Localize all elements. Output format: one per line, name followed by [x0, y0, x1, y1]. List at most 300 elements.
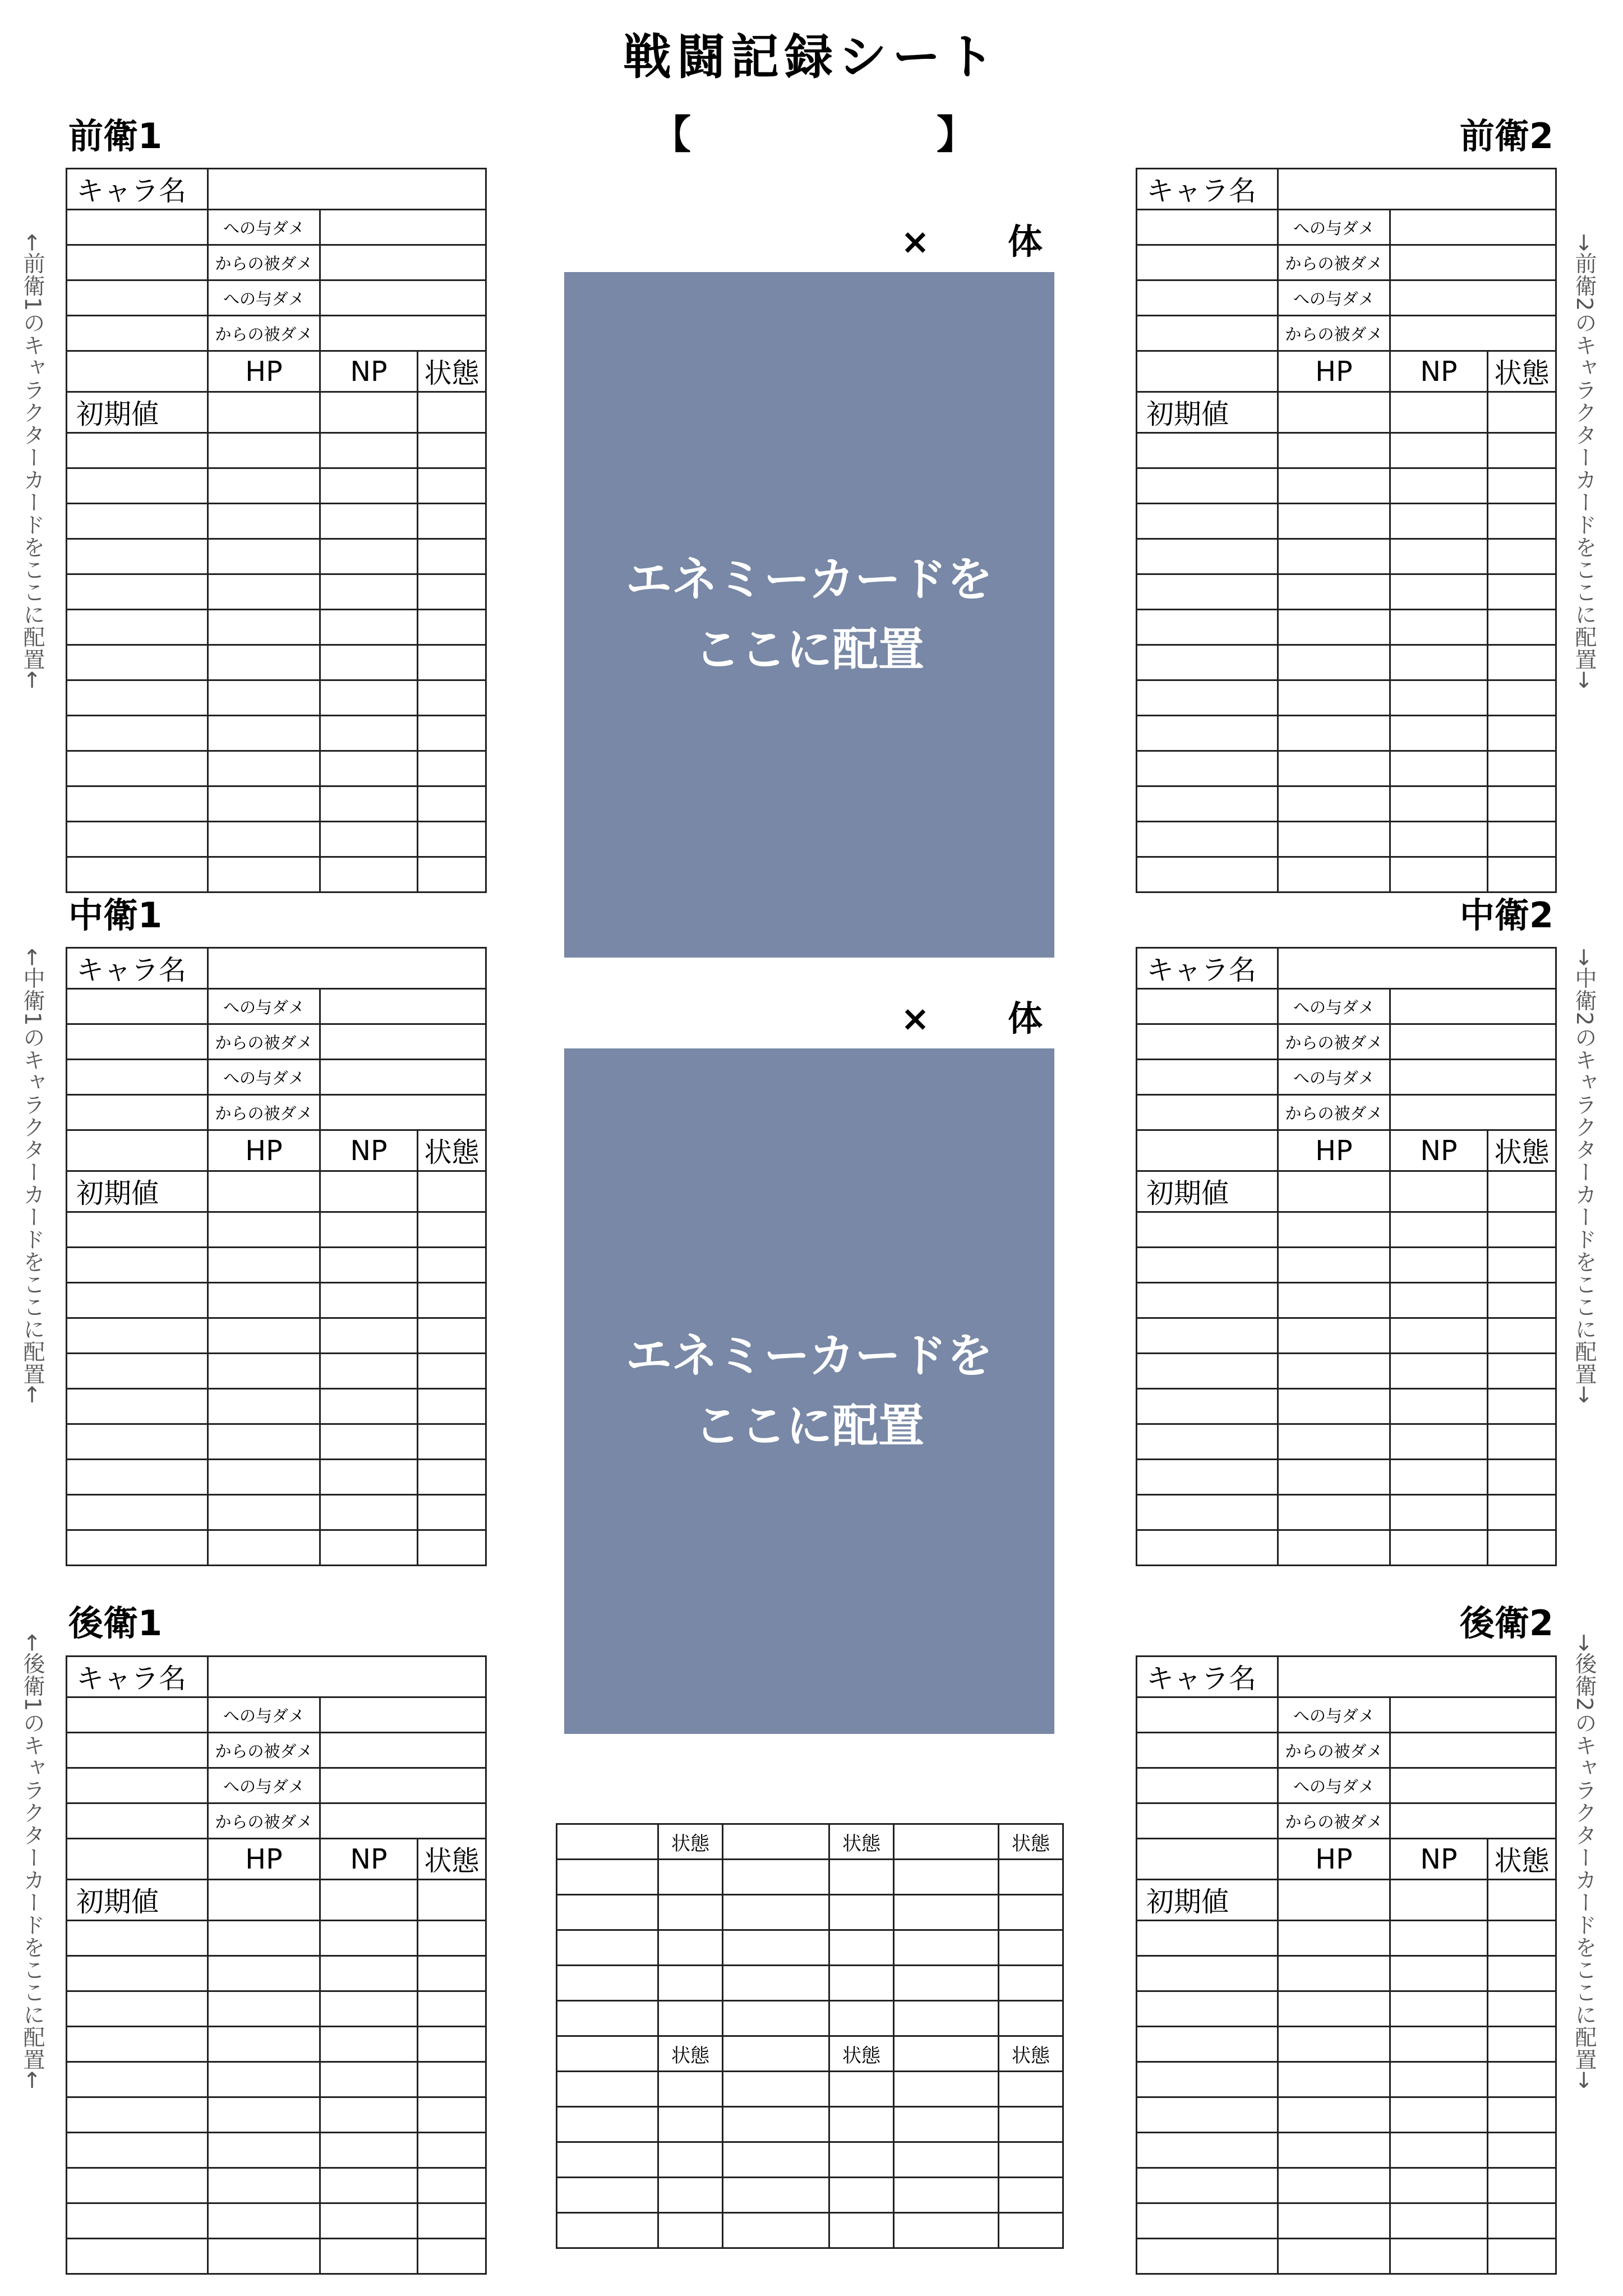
status-cell[interactable] [999, 1930, 1063, 1966]
chara-name-field[interactable] [208, 169, 486, 210]
record-cell[interactable] [418, 1248, 486, 1283]
record-cell[interactable] [1488, 468, 1556, 504]
damage-field[interactable] [1390, 1803, 1556, 1839]
record-cell[interactable] [67, 2097, 208, 2133]
record-cell[interactable] [418, 504, 486, 539]
record-cell[interactable] [418, 574, 486, 610]
record-cell[interactable] [1488, 1424, 1556, 1460]
status-cell[interactable] [999, 1966, 1063, 2001]
status-cell[interactable] [557, 2036, 658, 2072]
damage-field[interactable] [320, 1803, 486, 1839]
damage-blank-cell[interactable] [1137, 1060, 1278, 1095]
record-cell[interactable] [418, 1283, 486, 1318]
record-cell[interactable] [418, 1956, 486, 1991]
damage-field[interactable] [1390, 316, 1556, 351]
record-cell[interactable] [67, 645, 208, 680]
status-cell[interactable] [557, 1966, 658, 2001]
status-cell[interactable] [894, 2107, 999, 2142]
record-cell[interactable] [1137, 2027, 1278, 2062]
record-cell[interactable] [1278, 1991, 1390, 2027]
record-cell[interactable] [1488, 2027, 1556, 2062]
record-cell[interactable] [1137, 2133, 1278, 2168]
status-cell[interactable] [999, 1860, 1063, 1895]
damage-field[interactable] [320, 1768, 486, 1803]
record-cell[interactable] [67, 680, 208, 716]
record-cell[interactable] [1278, 822, 1390, 857]
record-cell[interactable] [1488, 1318, 1556, 1354]
record-cell[interactable] [67, 1460, 208, 1495]
initial-field[interactable] [320, 1880, 418, 1921]
record-cell[interactable] [1278, 680, 1390, 716]
record-cell[interactable] [1137, 2062, 1278, 2097]
record-cell[interactable] [1278, 433, 1390, 468]
record-cell[interactable] [1488, 1460, 1556, 1495]
record-cell[interactable] [67, 1991, 208, 2027]
record-cell[interactable] [320, 1354, 418, 1389]
record-cell[interactable] [418, 751, 486, 786]
record-cell[interactable] [1278, 539, 1390, 574]
record-cell[interactable] [208, 1283, 320, 1318]
record-cell[interactable] [208, 2168, 320, 2203]
record-cell[interactable] [208, 1318, 320, 1354]
damage-blank-cell[interactable] [1137, 1697, 1278, 1733]
record-cell[interactable] [1278, 786, 1390, 822]
record-cell[interactable] [418, 610, 486, 645]
record-cell[interactable] [1488, 1389, 1556, 1424]
record-cell[interactable] [418, 1212, 486, 1248]
initial-field[interactable] [208, 1171, 320, 1212]
record-cell[interactable] [1137, 574, 1278, 610]
damage-field[interactable] [320, 210, 486, 245]
record-cell[interactable] [1488, 716, 1556, 751]
damage-blank-cell[interactable] [67, 280, 208, 316]
record-cell[interactable] [1137, 2168, 1278, 2203]
record-cell[interactable] [67, 2133, 208, 2168]
status-cell[interactable] [829, 2107, 894, 2142]
record-cell[interactable] [1390, 1354, 1488, 1389]
record-cell[interactable] [1278, 1389, 1390, 1424]
record-cell[interactable] [1390, 574, 1488, 610]
record-cell[interactable] [1390, 2062, 1488, 2097]
damage-blank-cell[interactable] [1137, 1803, 1278, 1839]
record-cell[interactable] [1488, 2062, 1556, 2097]
record-cell[interactable] [67, 2168, 208, 2203]
record-cell[interactable] [1278, 645, 1390, 680]
record-cell[interactable] [1390, 2168, 1488, 2203]
record-cell[interactable] [1278, 751, 1390, 786]
chara-name-field[interactable] [1278, 1657, 1556, 1697]
record-cell[interactable] [418, 2168, 486, 2203]
record-cell[interactable] [208, 1460, 320, 1495]
initial-field[interactable] [1390, 1880, 1488, 1921]
record-cell[interactable] [1488, 786, 1556, 822]
record-cell[interactable] [320, 2133, 418, 2168]
record-cell[interactable] [1488, 2239, 1556, 2274]
record-cell[interactable] [418, 786, 486, 822]
status-cell[interactable] [557, 1824, 658, 1860]
record-cell[interactable] [1137, 822, 1278, 857]
status-cell[interactable] [999, 2213, 1063, 2248]
initial-field[interactable] [1278, 1171, 1390, 1212]
record-cell[interactable] [1488, 680, 1556, 716]
record-cell[interactable] [320, 1991, 418, 2027]
damage-field[interactable] [1390, 1768, 1556, 1803]
status-cell[interactable] [999, 2142, 1063, 2178]
status-cell[interactable] [829, 1966, 894, 2001]
record-cell[interactable] [418, 1318, 486, 1354]
status-cell[interactable] [894, 1930, 999, 1966]
record-cell[interactable] [320, 468, 418, 504]
record-cell[interactable] [1390, 2133, 1488, 2168]
record-cell[interactable] [1278, 2027, 1390, 2062]
record-cell[interactable] [320, 645, 418, 680]
initial-field[interactable] [1390, 1171, 1488, 1212]
record-cell[interactable] [1137, 680, 1278, 716]
record-cell[interactable] [1137, 610, 1278, 645]
damage-blank-cell[interactable] [67, 989, 208, 1024]
record-cell[interactable] [1137, 1991, 1278, 2027]
record-cell[interactable] [1488, 1530, 1556, 1566]
initial-field[interactable] [320, 392, 418, 433]
chara-name-field[interactable] [1278, 169, 1556, 210]
damage-blank-cell[interactable] [67, 210, 208, 245]
record-cell[interactable] [67, 468, 208, 504]
record-cell[interactable] [1488, 504, 1556, 539]
record-cell[interactable] [418, 1991, 486, 2027]
record-cell[interactable] [67, 1354, 208, 1389]
record-cell[interactable] [208, 1956, 320, 1991]
record-cell[interactable] [320, 2203, 418, 2239]
record-cell[interactable] [1390, 1389, 1488, 1424]
status-cell[interactable] [723, 2072, 829, 2107]
record-cell[interactable] [1137, 751, 1278, 786]
record-cell[interactable] [1278, 2097, 1390, 2133]
status-cell[interactable] [829, 2178, 894, 2213]
damage-field[interactable] [320, 1697, 486, 1733]
record-cell[interactable] [320, 2097, 418, 2133]
record-cell[interactable] [67, 822, 208, 857]
record-cell[interactable] [1137, 716, 1278, 751]
enemy-card-area[interactable] [564, 1048, 1054, 1734]
record-cell[interactable] [1390, 1991, 1488, 2027]
record-cell[interactable] [1390, 1530, 1488, 1566]
record-cell[interactable] [1390, 1956, 1488, 1991]
record-cell[interactable] [1278, 1248, 1390, 1283]
record-cell[interactable] [1390, 433, 1488, 468]
status-cell[interactable] [658, 2001, 723, 2036]
record-cell[interactable] [67, 786, 208, 822]
status-cell[interactable] [723, 1966, 829, 2001]
record-cell[interactable] [320, 2062, 418, 2097]
status-cell[interactable] [723, 1860, 829, 1895]
damage-field[interactable] [1390, 210, 1556, 245]
record-cell[interactable] [1278, 716, 1390, 751]
damage-blank-cell[interactable] [67, 1768, 208, 1803]
record-cell[interactable] [320, 539, 418, 574]
record-cell[interactable] [418, 1460, 486, 1495]
initial-field[interactable] [418, 1880, 486, 1921]
status-cell[interactable] [999, 2001, 1063, 2036]
damage-field[interactable] [1390, 1060, 1556, 1095]
initial-field[interactable] [208, 392, 320, 433]
record-cell[interactable] [418, 2203, 486, 2239]
record-cell[interactable] [1278, 1460, 1390, 1495]
record-cell[interactable] [1137, 504, 1278, 539]
status-cell[interactable] [894, 2036, 999, 2072]
record-cell[interactable] [320, 1318, 418, 1354]
record-cell[interactable] [208, 1248, 320, 1283]
record-cell[interactable] [1488, 539, 1556, 574]
record-cell[interactable] [1278, 574, 1390, 610]
record-cell[interactable] [208, 610, 320, 645]
record-cell[interactable] [1390, 2027, 1488, 2062]
status-cell[interactable] [723, 2001, 829, 2036]
damage-blank-cell[interactable] [67, 1733, 208, 1768]
damage-field[interactable] [1390, 989, 1556, 1024]
damage-blank-cell[interactable] [1137, 1733, 1278, 1768]
record-cell[interactable] [320, 716, 418, 751]
record-cell[interactable] [67, 433, 208, 468]
record-cell[interactable] [1278, 1956, 1390, 1991]
record-cell[interactable] [320, 751, 418, 786]
record-cell[interactable] [1137, 1424, 1278, 1460]
record-cell[interactable] [208, 1921, 320, 1956]
record-cell[interactable] [1488, 2097, 1556, 2133]
record-cell[interactable] [1390, 1318, 1488, 1354]
record-cell[interactable] [67, 2027, 208, 2062]
status-cell[interactable] [999, 1895, 1063, 1930]
record-cell[interactable] [1278, 1283, 1390, 1318]
record-cell[interactable] [1137, 1530, 1278, 1566]
record-cell[interactable] [67, 716, 208, 751]
record-cell[interactable] [320, 1530, 418, 1566]
record-cell[interactable] [208, 1389, 320, 1424]
record-cell[interactable] [320, 610, 418, 645]
status-cell[interactable] [999, 2178, 1063, 2213]
status-cell[interactable] [894, 2142, 999, 2178]
chara-name-field[interactable] [1278, 948, 1556, 989]
record-cell[interactable] [67, 1921, 208, 1956]
record-cell[interactable] [1278, 468, 1390, 504]
record-cell[interactable] [1278, 1318, 1390, 1354]
record-cell[interactable] [67, 1248, 208, 1283]
initial-field[interactable] [418, 1171, 486, 1212]
record-cell[interactable] [1278, 1354, 1390, 1389]
record-cell[interactable] [1137, 786, 1278, 822]
status-cell[interactable] [894, 1860, 999, 1895]
record-cell[interactable] [1390, 1921, 1488, 1956]
record-cell[interactable] [418, 2062, 486, 2097]
damage-blank-cell[interactable] [1137, 1095, 1278, 1130]
initial-field[interactable] [1278, 392, 1390, 433]
record-cell[interactable] [1278, 2062, 1390, 2097]
record-cell[interactable] [1137, 1354, 1278, 1389]
enemy-card-area[interactable] [564, 272, 1054, 958]
record-cell[interactable] [418, 1354, 486, 1389]
record-cell[interactable] [1137, 1248, 1278, 1283]
damage-blank-cell[interactable] [1137, 210, 1278, 245]
record-cell[interactable] [1488, 1956, 1556, 1991]
record-cell[interactable] [208, 539, 320, 574]
initial-field[interactable] [1488, 1171, 1556, 1212]
record-cell[interactable] [1137, 1283, 1278, 1318]
record-cell[interactable] [320, 1283, 418, 1318]
status-cell[interactable] [723, 1930, 829, 1966]
status-cell[interactable] [658, 1966, 723, 2001]
record-cell[interactable] [1278, 1212, 1390, 1248]
status-cell[interactable] [894, 2178, 999, 2213]
record-cell[interactable] [208, 1354, 320, 1389]
record-cell[interactable] [1488, 2133, 1556, 2168]
record-cell[interactable] [320, 2239, 418, 2274]
record-cell[interactable] [208, 1991, 320, 2027]
status-cell[interactable] [723, 2107, 829, 2142]
record-cell[interactable] [1278, 610, 1390, 645]
damage-blank-cell[interactable] [1137, 1024, 1278, 1060]
record-cell[interactable] [1488, 433, 1556, 468]
damage-blank-cell[interactable] [67, 1697, 208, 1733]
record-cell[interactable] [1390, 680, 1488, 716]
record-cell[interactable] [67, 1424, 208, 1460]
damage-blank-cell[interactable] [67, 1024, 208, 1060]
record-cell[interactable] [208, 468, 320, 504]
damage-blank-cell[interactable] [67, 1803, 208, 1839]
status-cell[interactable] [557, 1930, 658, 1966]
record-cell[interactable] [418, 1424, 486, 1460]
record-cell[interactable] [1390, 645, 1488, 680]
damage-field[interactable] [1390, 280, 1556, 316]
record-cell[interactable] [1137, 433, 1278, 468]
record-cell[interactable] [208, 504, 320, 539]
status-cell[interactable] [829, 2142, 894, 2178]
status-cell[interactable] [999, 2072, 1063, 2107]
record-cell[interactable] [1390, 716, 1488, 751]
record-cell[interactable] [1390, 857, 1488, 892]
status-cell[interactable] [658, 2178, 723, 2213]
record-cell[interactable] [1390, 822, 1488, 857]
damage-field[interactable] [320, 1095, 486, 1130]
record-cell[interactable] [320, 1956, 418, 1991]
status-cell[interactable] [894, 2072, 999, 2107]
damage-blank-cell[interactable] [67, 1060, 208, 1095]
status-cell[interactable] [557, 2178, 658, 2213]
record-cell[interactable] [1137, 1956, 1278, 1991]
record-cell[interactable] [1488, 574, 1556, 610]
status-cell[interactable] [658, 2142, 723, 2178]
record-cell[interactable] [1488, 2168, 1556, 2203]
record-cell[interactable] [1488, 1248, 1556, 1283]
record-cell[interactable] [320, 680, 418, 716]
initial-field[interactable] [1390, 392, 1488, 433]
record-cell[interactable] [67, 1318, 208, 1354]
record-cell[interactable] [418, 1921, 486, 1956]
record-cell[interactable] [1278, 1424, 1390, 1460]
status-cell[interactable] [829, 1860, 894, 1895]
record-cell[interactable] [1488, 751, 1556, 786]
record-cell[interactable] [320, 1212, 418, 1248]
status-cell[interactable] [894, 1895, 999, 1930]
record-cell[interactable] [1278, 2168, 1390, 2203]
damage-blank-cell[interactable] [67, 245, 208, 280]
record-cell[interactable] [208, 680, 320, 716]
status-cell[interactable] [723, 2036, 829, 2072]
record-cell[interactable] [1137, 1921, 1278, 1956]
record-cell[interactable] [1390, 1248, 1488, 1283]
record-cell[interactable] [208, 2062, 320, 2097]
status-cell[interactable] [894, 1824, 999, 1860]
record-cell[interactable] [67, 751, 208, 786]
damage-blank-cell[interactable] [1137, 280, 1278, 316]
record-cell[interactable] [1137, 468, 1278, 504]
record-cell[interactable] [418, 645, 486, 680]
record-cell[interactable] [1390, 504, 1488, 539]
record-cell[interactable] [1278, 857, 1390, 892]
record-cell[interactable] [208, 1495, 320, 1530]
record-cell[interactable] [1390, 2239, 1488, 2274]
record-cell[interactable] [1137, 2239, 1278, 2274]
record-cell[interactable] [208, 1530, 320, 1566]
record-cell[interactable] [320, 1460, 418, 1495]
record-cell[interactable] [418, 468, 486, 504]
record-cell[interactable] [1488, 1354, 1556, 1389]
chara-name-field[interactable] [208, 948, 486, 989]
record-cell[interactable] [1278, 2133, 1390, 2168]
record-cell[interactable] [320, 1424, 418, 1460]
damage-field[interactable] [320, 280, 486, 316]
status-cell[interactable] [658, 1860, 723, 1895]
status-cell[interactable] [658, 1895, 723, 1930]
damage-blank-cell[interactable] [67, 316, 208, 351]
status-cell[interactable] [894, 1966, 999, 2001]
record-cell[interactable] [1390, 539, 1488, 574]
record-cell[interactable] [1278, 504, 1390, 539]
record-cell[interactable] [1278, 1921, 1390, 1956]
record-cell[interactable] [320, 2027, 418, 2062]
record-cell[interactable] [1390, 786, 1488, 822]
record-cell[interactable] [1278, 2239, 1390, 2274]
status-cell[interactable] [658, 2072, 723, 2107]
record-cell[interactable] [418, 539, 486, 574]
record-cell[interactable] [1137, 1212, 1278, 1248]
status-cell[interactable] [723, 1895, 829, 1930]
record-cell[interactable] [1390, 468, 1488, 504]
record-cell[interactable] [320, 1248, 418, 1283]
record-cell[interactable] [1137, 539, 1278, 574]
damage-field[interactable] [1390, 245, 1556, 280]
record-cell[interactable] [418, 433, 486, 468]
damage-field[interactable] [1390, 1733, 1556, 1768]
damage-blank-cell[interactable] [1137, 1768, 1278, 1803]
record-cell[interactable] [1137, 2203, 1278, 2239]
record-cell[interactable] [208, 857, 320, 892]
damage-field[interactable] [1390, 1024, 1556, 1060]
record-cell[interactable] [1390, 1460, 1488, 1495]
status-cell[interactable] [829, 1930, 894, 1966]
record-cell[interactable] [67, 1212, 208, 1248]
record-cell[interactable] [1488, 2203, 1556, 2239]
record-cell[interactable] [320, 1921, 418, 1956]
status-cell[interactable] [723, 2213, 829, 2248]
record-cell[interactable] [418, 2239, 486, 2274]
record-cell[interactable] [320, 1495, 418, 1530]
record-cell[interactable] [1488, 645, 1556, 680]
record-cell[interactable] [320, 822, 418, 857]
record-cell[interactable] [320, 1389, 418, 1424]
record-cell[interactable] [418, 1495, 486, 1530]
record-cell[interactable] [320, 2168, 418, 2203]
record-cell[interactable] [1390, 1212, 1488, 1248]
record-cell[interactable] [418, 716, 486, 751]
